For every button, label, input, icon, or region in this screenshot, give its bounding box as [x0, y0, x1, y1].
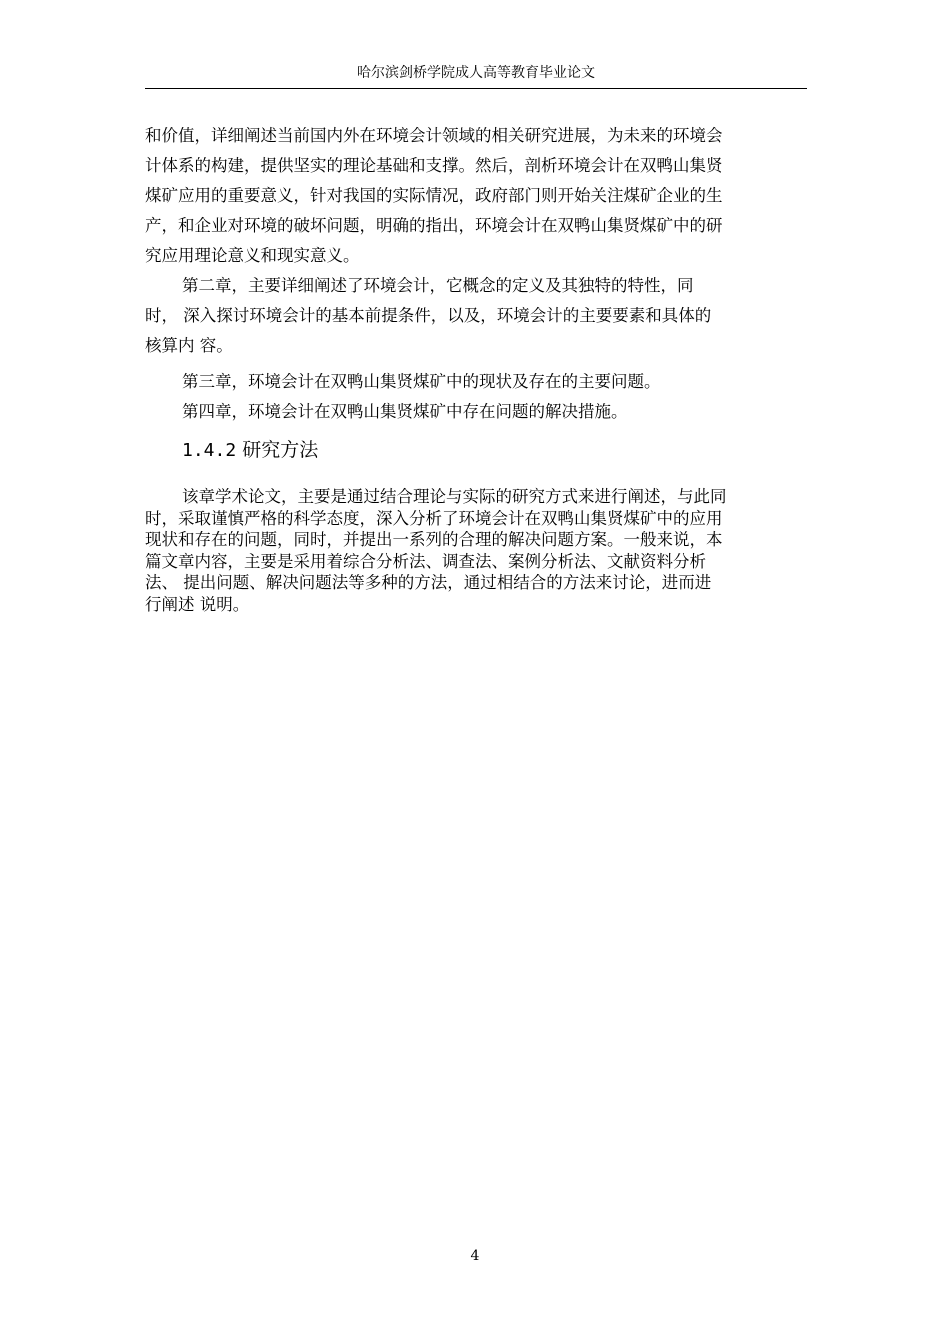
page-body [145, 121, 807, 615]
running-header: 哈尔滨剑桥学院成人高等教育毕业论文 [357, 65, 595, 81]
paragraph-research-method [145, 486, 807, 615]
text-line: 第二章，主要详细阐述了环境会计，它概念的定义及其独特的特性，同 [182, 276, 694, 295]
text-line: 和价值，详细阐述当前国内外在环境会计领域的相关研究进展，为未来的环境会 [145, 126, 723, 145]
text-line: 现状和存在的问题，同时，并提出一系列的合理的解决问题方案。一般来说，本 [145, 530, 723, 549]
text-line: 行阐述 说明。 [145, 594, 250, 614]
text-line: 该章学术论文，主要是通过结合理论与实际的研究方式来进行阐述，与此同 [182, 487, 727, 506]
text-line: 核算内 容。 [145, 336, 233, 355]
paragraph-chapter-three [145, 367, 807, 397]
text-line: 计体系的构建，提供坚实的理论基础和支撑。然后，剖析环境会计在双鸭山集贤 [145, 156, 723, 175]
text-line: 第三章，环境会计在双鸭山集贤煤矿中的现状及存在的主要问题。 [182, 372, 661, 391]
paragraph-chapter-two [145, 271, 807, 361]
text-line: 煤矿应用的重要意义，针对我国的实际情况，政府部门则开始关注煤矿企业的生 [145, 186, 723, 205]
text-line: 第四章，环境会计在双鸭山集贤煤矿中存在问题的解决措施。 [182, 402, 628, 421]
text-line: 究应用理论意义和现实意义。 [145, 246, 360, 265]
section-number: 1.4.2 [182, 440, 237, 461]
header-divider [145, 88, 807, 89]
page-number: 4 [470, 1248, 480, 1264]
text-line: 法、 提出问题、解决问题法等多种的方法，通过相结合的方法来讨论，进而进 [145, 573, 712, 592]
section-title: 研究方法 [242, 439, 319, 461]
text-line: 产，和企业对环境的破坏问题，明确的指出，环境会计在双鸭山集贤煤矿中的研 [145, 216, 723, 235]
text-line: 时，采取谨慎严格的科学态度，深入分析了环境会计在双鸭山集贤煤矿中的应用 [145, 508, 723, 528]
text-line: 篇文章内容，主要是采用着综合分析法、调查法、案例分析法、文献资料分析 [145, 551, 706, 571]
paragraph-chapter-four [145, 397, 807, 427]
section-heading [182, 435, 807, 466]
paragraph-intro-continued [145, 121, 807, 271]
text-line: 时， 深入探讨环境会计的基本前提条件，以及，环境会计的主要要素和具体的 [145, 306, 712, 325]
